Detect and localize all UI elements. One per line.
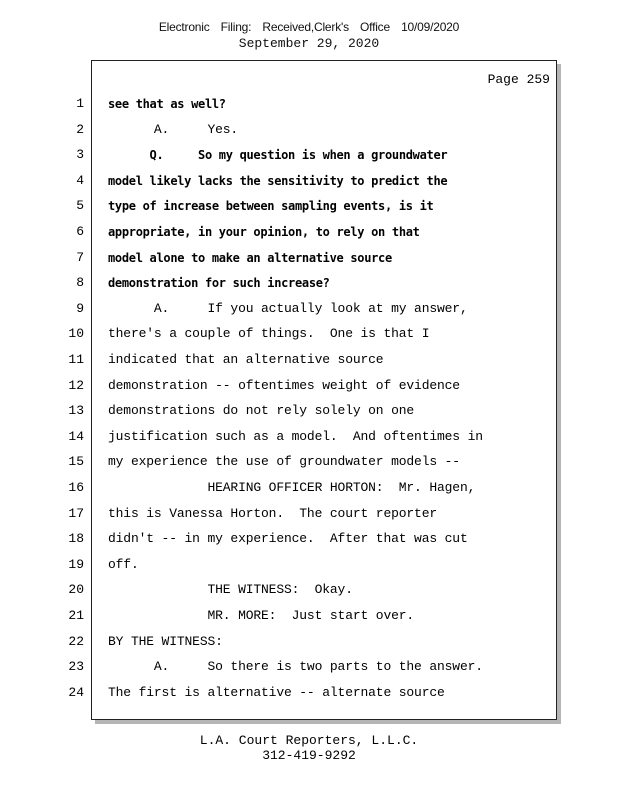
line-text: indicated that an alternative source [108, 352, 384, 367]
footer [0, 733, 618, 763]
line-number: 18 [68, 531, 84, 546]
line-number: 21 [68, 608, 84, 623]
line-text: demonstration for such increase? [108, 276, 330, 290]
line-text: A. Yes. [108, 122, 239, 137]
line-number: 23 [68, 659, 84, 674]
line-text: off. [108, 557, 139, 572]
line-text: A. So there is two parts to the answer. [108, 659, 483, 674]
line-text: THE WITNESS: Okay. [108, 582, 353, 597]
line-number: 14 [68, 429, 84, 444]
line-text: justification such as a model. And oftentimes in [108, 429, 483, 444]
line-number: 19 [68, 557, 84, 572]
line-text: The first is alternative -- alternate source [108, 685, 445, 700]
line-number: 16 [68, 480, 84, 495]
reporter-phone: 312-419-9292 [262, 748, 356, 763]
line-number: 1 [76, 96, 84, 111]
line-number: 12 [68, 378, 84, 393]
line-text: there's a couple of things. One is that I [108, 326, 430, 341]
line-number: 11 [68, 352, 84, 367]
line-number: 15 [68, 454, 84, 469]
reporter-company: L.A. Court Reporters, L.L.C. [199, 733, 419, 748]
line-number: 20 [68, 582, 84, 597]
line-text: demonstrations do not rely solely on one [108, 403, 415, 418]
line-number: 5 [76, 198, 84, 213]
line-number: 8 [76, 275, 84, 290]
line-text: model alone to make an alternative source [108, 251, 392, 265]
line-number: 2 [76, 122, 84, 137]
line-number: 22 [68, 634, 84, 649]
line-number: 13 [68, 403, 84, 418]
line-text: A. If you actually look at my answer, [108, 301, 468, 316]
line-text: BY THE WITNESS: [108, 634, 223, 649]
line-number: 3 [76, 147, 84, 162]
line-text: demonstration -- oftentimes weight of evidence [108, 378, 460, 393]
hearing-date: September 29, 2020 [238, 36, 380, 51]
line-number: 4 [76, 173, 84, 188]
line-text: see that as well? [108, 97, 226, 111]
line-number: 17 [68, 506, 84, 521]
line-text: Q. So my question is when a groundwater [108, 148, 448, 162]
line-text: MR. MORE: Just start over. [108, 608, 415, 623]
line-text: HEARING OFFICER HORTON: Mr. Hagen, [108, 480, 476, 495]
page-number: Page 259 [487, 72, 550, 87]
line-text: appropriate, in your opinion, to rely on that [108, 225, 420, 239]
line-number: 6 [76, 224, 84, 239]
line-number: 9 [76, 301, 84, 316]
line-number: 10 [68, 326, 84, 341]
filing-stamp: Electronic Filing: Received,Clerk's Office 10/09/2020 [158, 20, 460, 34]
line-text: didn't -- in my experience. After that was cut [108, 531, 468, 546]
line-number: 24 [68, 685, 84, 700]
line-number: 7 [76, 250, 84, 265]
line-text: model likely lacks the sensitivity to predict the [108, 174, 448, 188]
line-text: type of increase between sampling events, is it [108, 199, 434, 213]
line-text: my experience the use of groundwater models -- [108, 454, 460, 469]
line-text: this is Vanessa Horton. The court reporter [108, 506, 438, 521]
